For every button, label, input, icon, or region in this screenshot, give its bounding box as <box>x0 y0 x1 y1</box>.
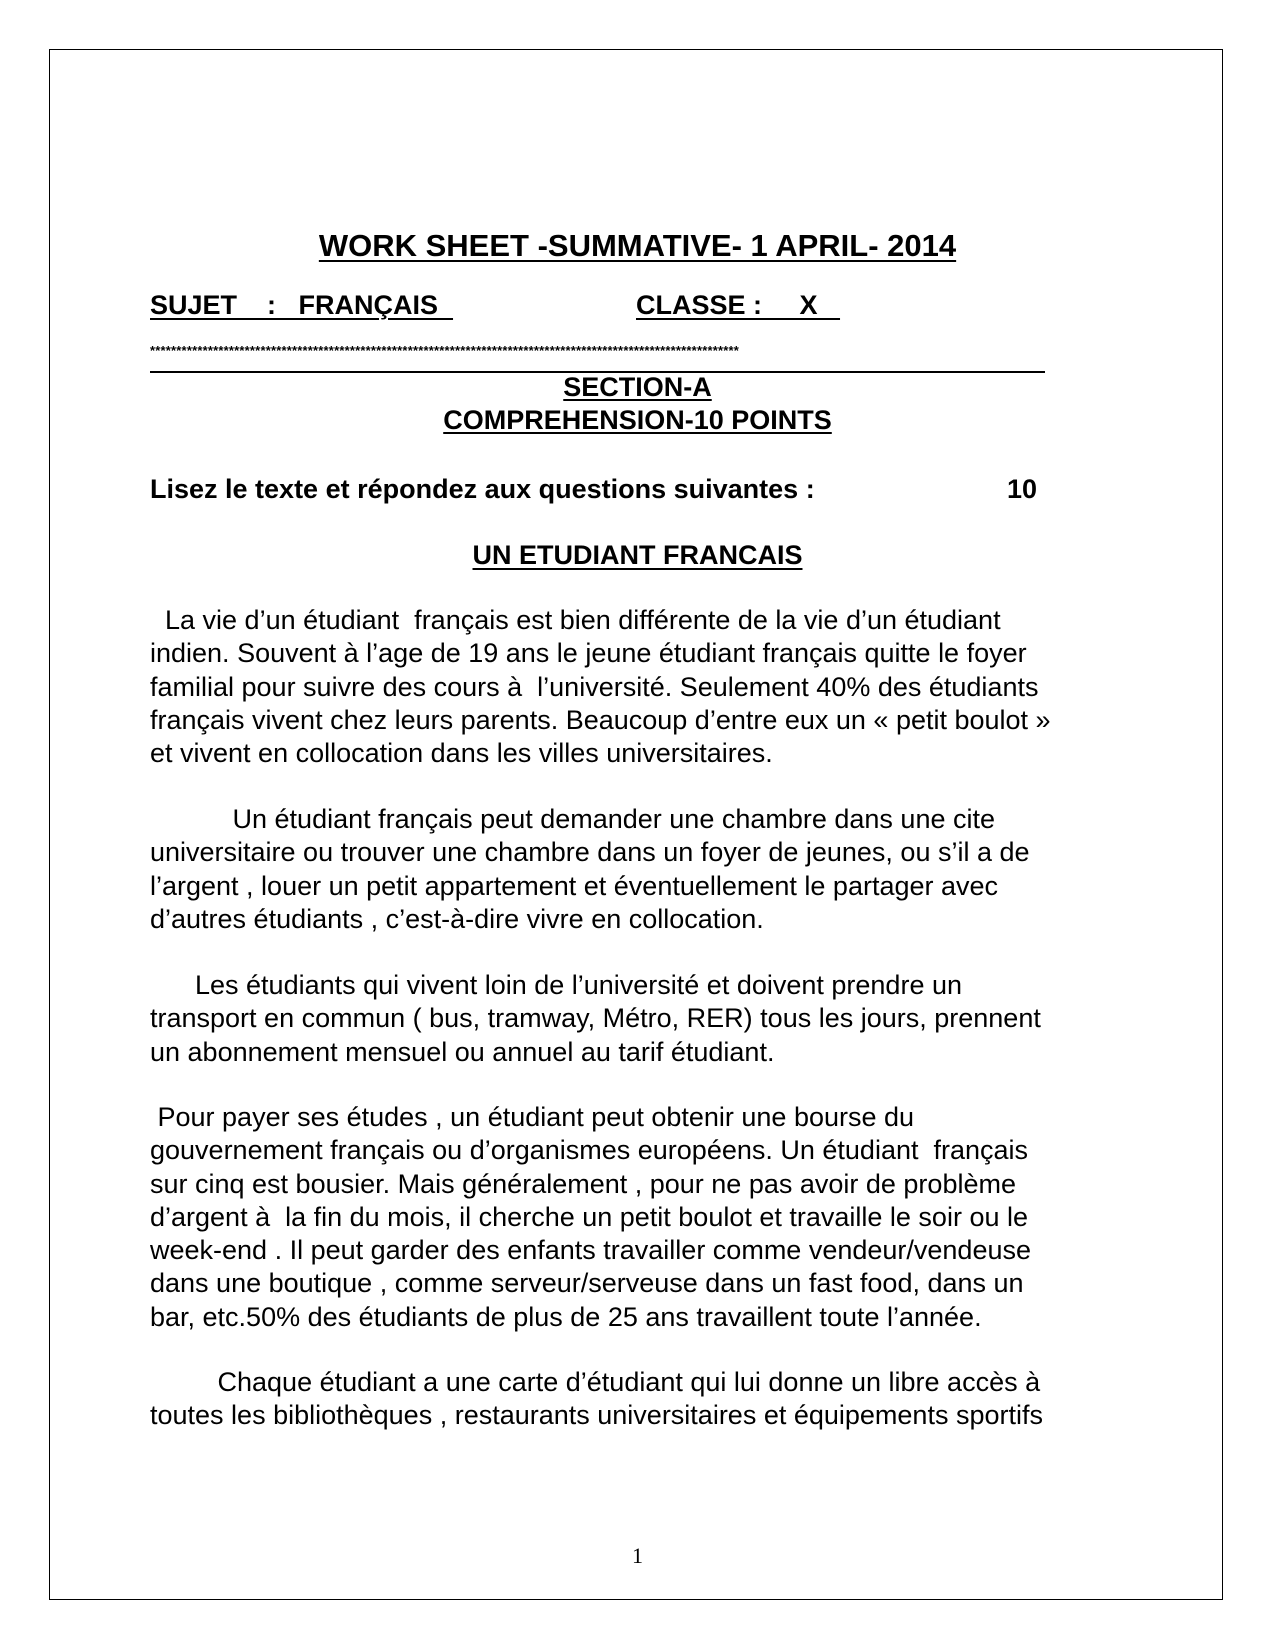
paragraph-line: français vivent chez leurs parents. Beaucoup d’entre eux un « petit boulot » <box>150 704 1051 735</box>
paragraph-line: dans une boutique , comme serveur/serveuse dans un fast food, dans un <box>150 1268 1024 1299</box>
paragraph-line: d’argent à la fin du mois, il cherche un petit boulot et travaille le soir ou le <box>150 1201 1028 1232</box>
paragraph-line: week-end . Il peut garder des enfants travailler comme vendeur/vendeuse <box>150 1235 1031 1266</box>
star-separator: **************************************************************************************************************** <box>150 344 740 358</box>
paragraph-line: Pour payer ses études , un étudiant peut obtenir une bourse du <box>150 1102 915 1132</box>
paragraph-line: et vivent en collocation dans les villes universitaires. <box>150 738 773 769</box>
page-number: 1 <box>632 1543 643 1568</box>
text-title: UN ETUDIANT FRANCAIS <box>472 540 803 570</box>
paragraph-4 <box>150 1101 1150 1334</box>
paragraph-3 <box>150 969 1150 1069</box>
paragraph-line: La vie d’un étudiant français est bien différente de la vie d’un étudiant <box>150 605 1001 635</box>
paragraph-line: universitaire ou trouver une chambre dans un foyer de jeunes, ou s’il a de <box>150 837 1030 868</box>
paragraph-line: toutes les bibliothèques , restaurants universitaires et équipements sportifs <box>150 1400 1043 1431</box>
instruction-points: 10 <box>1007 474 1038 504</box>
instruction-text: Lisez le texte et répondez aux questions suivantes : <box>150 474 815 504</box>
paragraph-line: Chaque étudiant a une carte d’étudiant qui lui donne un libre accès à <box>150 1367 1041 1397</box>
paragraph-line: l’argent , louer un petit appartement et éventuellement le partager avec <box>150 870 999 901</box>
paragraph-5 <box>150 1366 1150 1433</box>
paragraph-line: sur cinq est bousier. Mais généralement , pour ne pas avoir de problème <box>150 1168 1016 1199</box>
paragraph-line: transport en commun ( bus, tramway, Métro, RER) tous les jours, prennent <box>150 1003 1041 1034</box>
paragraph-line: familial pour suivre des cours à l’université. Seulement 40% des étudiants <box>150 671 1039 702</box>
paragraph-line: indien. Souvent à l’age de 19 ans le jeune étudiant français quitte le foyer <box>150 638 1027 669</box>
paragraph-line: un abonnement mensuel ou annuel au tarif étudiant. <box>150 1036 775 1067</box>
paragraph-line: d’autres étudiants , c’est-à-dire vivre en collocation. <box>150 903 764 934</box>
class-label: CLASSE : X <box>636 290 841 320</box>
paragraph-line: gouvernement français ou d’organismes européens. Un étudiant français <box>150 1135 1029 1166</box>
section-heading: SECTION-A <box>563 372 712 402</box>
paragraph-line: bar, etc.50% des étudiants de plus de 25 ans travaillent toute l’année. <box>150 1301 982 1332</box>
section-subtitle: COMPREHENSION-10 POINTS <box>443 405 832 435</box>
subject-label: SUJET : FRANÇAIS <box>150 290 454 320</box>
paragraph-2 <box>150 803 1150 936</box>
paragraph-1 <box>150 604 1150 770</box>
paragraph-line: Un étudiant français peut demander une chambre dans une cite <box>150 804 996 834</box>
paragraph-line: Les étudiants qui vivent loin de l’université et doivent prendre un <box>150 970 962 1000</box>
worksheet-title: WORK SHEET -SUMMATIVE- 1 APRIL- 2014 <box>318 228 957 263</box>
